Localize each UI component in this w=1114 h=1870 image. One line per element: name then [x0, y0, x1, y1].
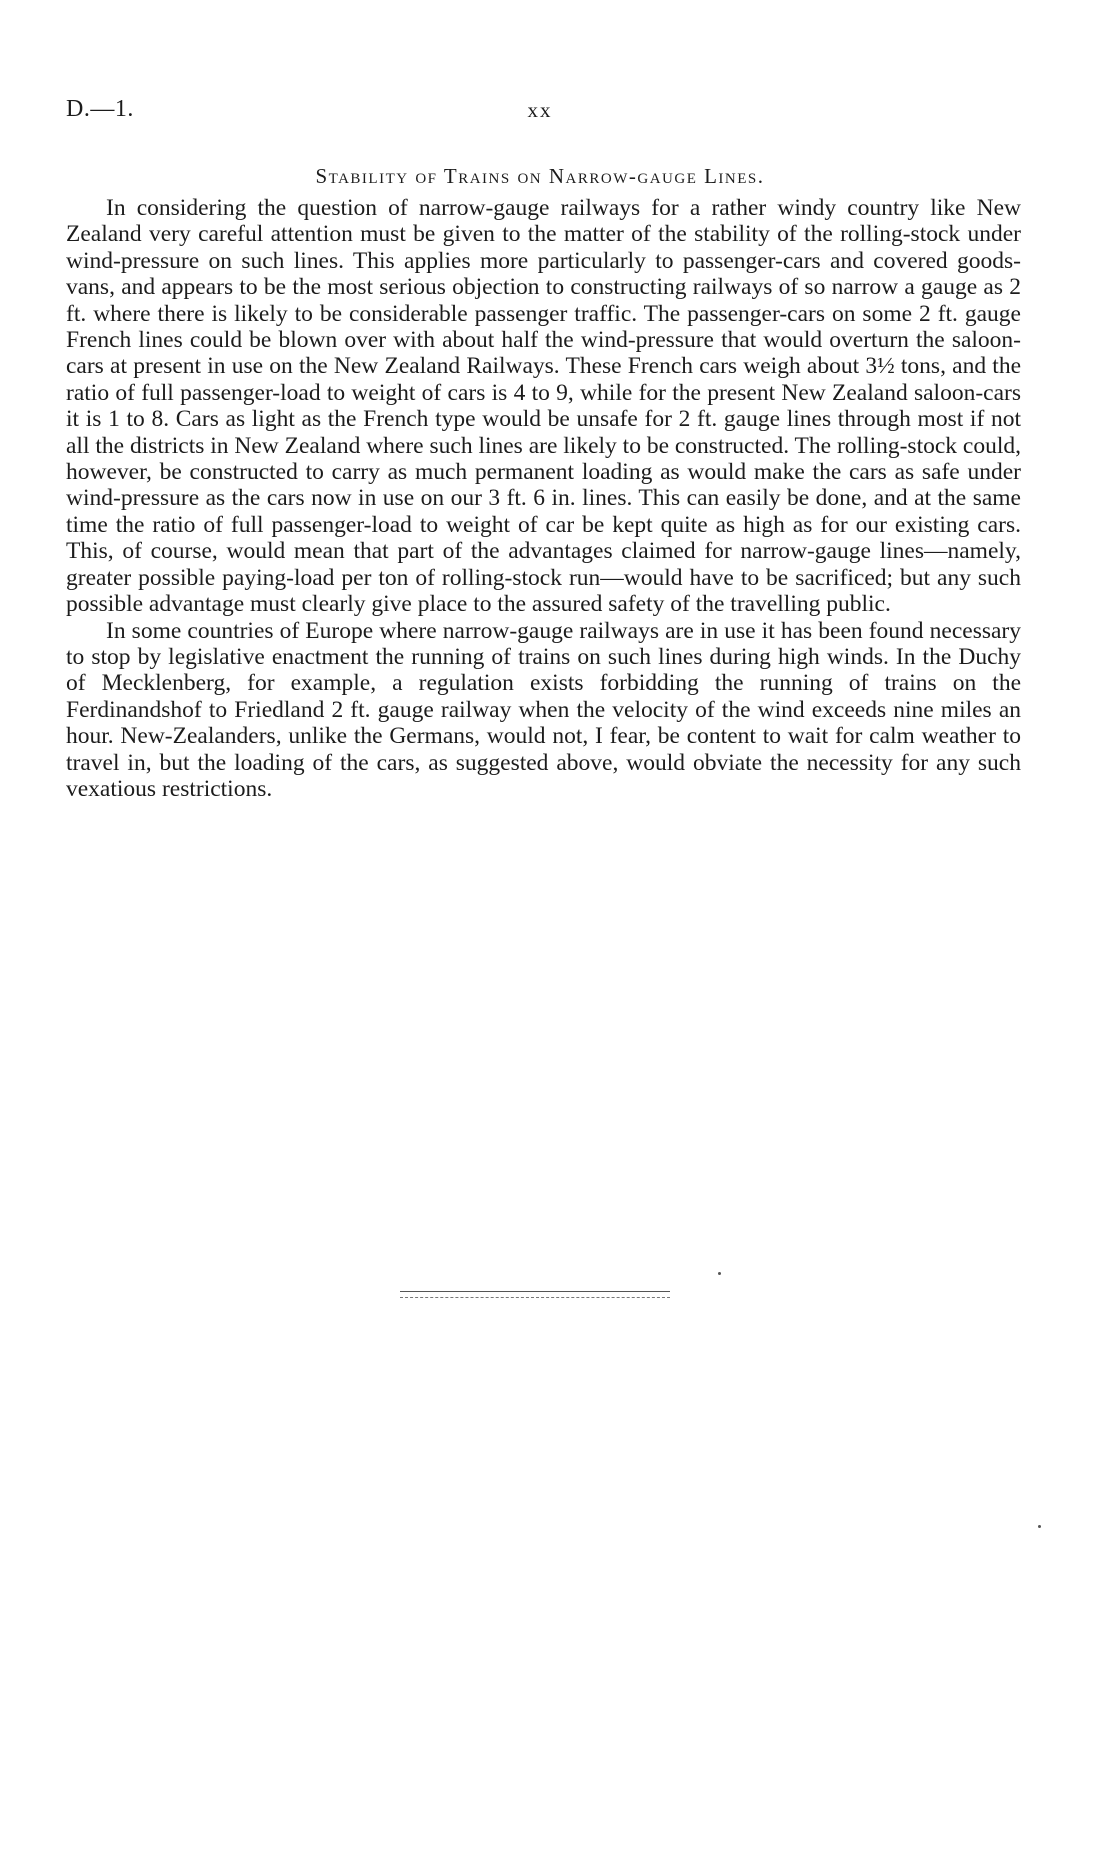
print-speck	[718, 1272, 721, 1275]
paragraph-europe-regulation: In some countries of Europe where narrow-gauge railways are in use it has been found necessary to stop by legislative enactment the running of trains on such lines during high winds. In the Duchy of Mecklenberg, for example, a regulation exists forbidding the running of trains on the Ferdinandshof to Friedland 2 ft. gauge railway when the velocity of the wind exceeds nine miles an hour. New-Zealanders, unlike the Germans, would not, I fear, be content to wait for calm weather to travel in, but the loading of the cars, as suggested above, would obviate the necessity for any such vexatious restrictions.	[66, 617, 1021, 802]
page-number: xx	[527, 98, 553, 122]
section-title: Stability of Trains on Narrow-gauge Lines.	[315, 164, 765, 188]
print-speck	[1038, 1525, 1041, 1528]
closing-rule	[400, 1291, 670, 1292]
closing-rule-dashed	[400, 1297, 670, 1298]
body-text	[66, 195, 1021, 802]
document-reference: D.—1.	[66, 96, 134, 122]
paragraph-stability: In considering the question of narrow-gauge railways for a rather windy country like New Zealand very careful attention must be given to the matter of the stability of the rolling-stock under wind-pressure on such lines. This applies more particularly to passenger-cars and covered goods-vans, and appears to be the most serious objection to constructing railways of so narrow a gauge as 2 ft. where there is likely to be considerable passenger traffic. The passenger-cars on some 2 ft. gauge French lines could be blown over with about half the wind-pressure that would overturn the saloon-cars at present in use on the New Zealand Railways. These French cars weigh about 3½ tons, and the ratio of full passenger-load to weight of cars is 4 to 9, while for the present New Zealand saloon-cars it is 1 to 8. Cars as light as the French type would be unsafe for 2 ft. gauge lines through most if not all the districts in New Zealand where such lines are likely to be constructed. The rolling-stock could, however, be constructed to carry as much permanent loading as would make the cars as safe under wind-pressure as the cars now in use on our 3 ft. 6 in. lines. This can easily be done, and at the same time the ratio of full passenger-load to weight of car be kept quite as high as for our existing cars. This, of course, would mean that part of the advantages claimed for narrow-gauge lines—namely, greater possible paying-load per ton of rolling-stock run—would have to be sacrificed; but any such possible advantage must clearly give place to the assured safety of the travelling public.	[66, 195, 1021, 618]
